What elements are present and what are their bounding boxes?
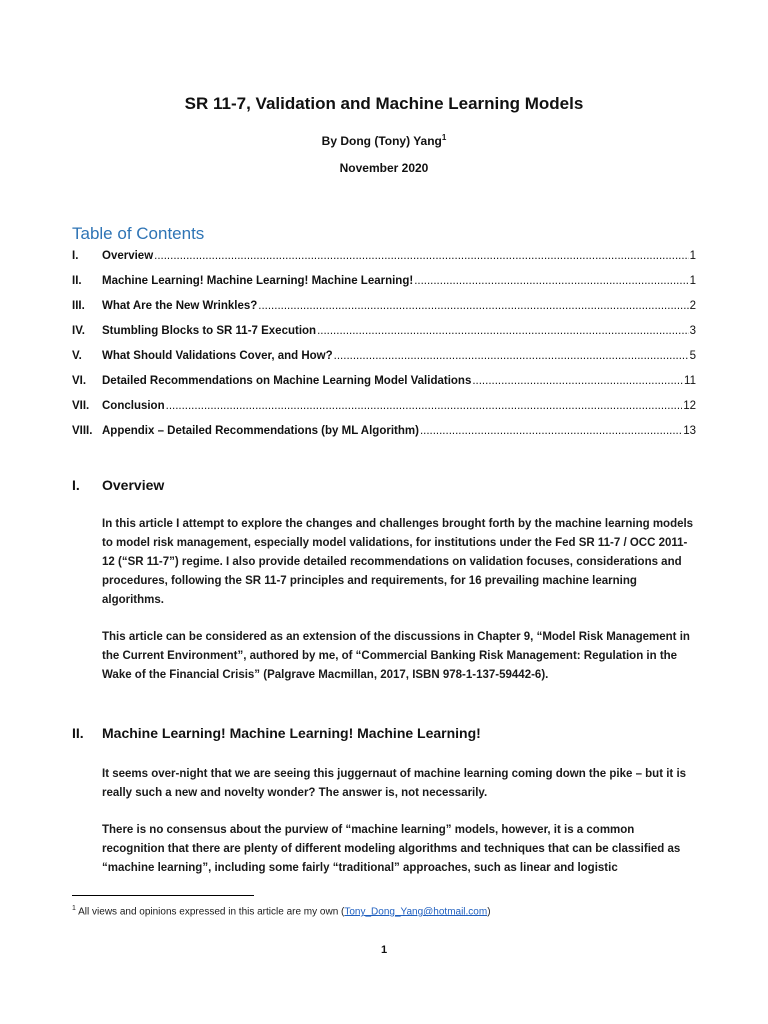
paragraph: In this article I attempt to explore the changes and challenges brought forth by the machine learning models to model risk management, especially model validations, for institutions under the Fed SR 11-7 / OCC 2011-12 (“SR 11-7”) regime. I also provide detailed recommendations on validation focuses, considerations and procedures, following the SR 11-7 principles and requirements, for 16 prevailing machine learning algorithms. [102,518,694,606]
paragraph: There is no consensus about the purview of “machine learning” models, however, it is a common recognition that there are plenty of different modeling algorithms and techniques that can be classified as “machine learning”, including some fairly “traditional” approaches, such as linear and logistic [102,824,681,874]
toc-entry-number: III. [72,300,85,312]
toc-entry-page: 13 [683,425,696,437]
toc-heading: Table of Contents [72,224,205,243]
author-footnote-mark[interactable]: 1 [441,133,447,142]
toc-entry-label: What Should Validations Cover, and How? [102,350,333,362]
footnote-mark: 1 [72,905,76,912]
toc-entry[interactable] [72,425,696,450]
toc-entry[interactable] [72,325,696,350]
section-title: Overview [102,477,165,493]
toc-leader-dots [420,425,682,437]
toc-entry-label: Conclusion [102,400,165,412]
toc-entry-page: 5 [689,350,696,362]
footnote-separator [72,895,254,896]
author-name: By Dong (Tony) Yang [321,134,442,148]
toc-leader-dots [166,400,683,412]
document-date: November 2020 [339,161,429,175]
section-number: I. [72,477,80,493]
page-number: 1 [380,944,388,956]
toc-entry-label: Machine Learning! Machine Learning! Machine Learning! [102,275,414,287]
toc-entry[interactable] [72,350,696,375]
toc-entry-page: 12 [683,400,696,412]
toc-entry-number: I. [72,250,79,262]
toc-entry[interactable] [72,250,696,275]
section-heading-machine-learning [72,725,481,741]
footnote-text: All views and opinions expressed in this article are my own ( [78,906,345,918]
toc-leader-dots [472,375,683,387]
toc-entry-number: VIII. [72,425,93,437]
toc-entry[interactable] [72,300,696,325]
toc-entry-page: 11 [684,375,696,387]
footnote [72,905,491,917]
footnote-email-link[interactable]: Tony_Dong_Yang@hotmail.com [344,906,488,918]
toc-entry-page: 1 [689,275,696,287]
toc-entry[interactable] [72,275,696,300]
toc-entry-label: Overview [102,250,154,262]
toc-entry-page: 2 [689,300,696,312]
toc-entry-label: What Are the New Wrinkles? [102,300,258,312]
toc-leader-dots [258,300,688,312]
table-of-contents [72,250,696,450]
document-author [0,133,768,148]
section-heading-overview [72,477,164,493]
toc-leader-dots [154,250,688,262]
footnote-close: ) [487,906,491,918]
toc-entry-number: VI. [72,375,87,387]
toc-leader-dots [317,325,689,337]
toc-entry[interactable] [72,400,696,425]
toc-entry-number: II. [72,275,82,287]
toc-entry-number: VII. [72,400,90,412]
section-title: Machine Learning! Machine Learning! Machine Learning! [102,725,481,741]
toc-entry-label: Detailed Recommendations on Machine Learning Model Validations [102,375,472,387]
section-number: II. [72,725,84,741]
toc-entry-number: V. [72,350,82,362]
toc-entry[interactable] [72,375,696,400]
toc-leader-dots [414,275,688,287]
document-title: SR 11-7, Validation and Machine Learning Models [184,94,584,113]
toc-entry-page: 1 [689,250,696,262]
paragraph: It seems over-night that we are seeing this juggernaut of machine learning coming down the pike – but it is really such a new and novelty wonder? The answer is, not necessarily. [102,768,687,799]
toc-entry-number: IV. [72,325,86,337]
toc-entry-label: Appendix – Detailed Recommendations (by ML Algorithm) [102,425,419,437]
toc-entry-label: Stumbling Blocks to SR 11-7 Execution [102,325,317,337]
toc-leader-dots [334,350,689,362]
toc-entry-page: 3 [689,325,696,337]
paragraph: This article can be considered as an extension of the discussions in Chapter 9, “Model Risk Management in the Current Environment”, authored by me, of “Commercial Banking Risk Management: Regulation in the Wake of the Financial Crisis” (Palgrave Macmillan, 2017, ISBN 978-1-137-59442-6). [102,631,690,681]
